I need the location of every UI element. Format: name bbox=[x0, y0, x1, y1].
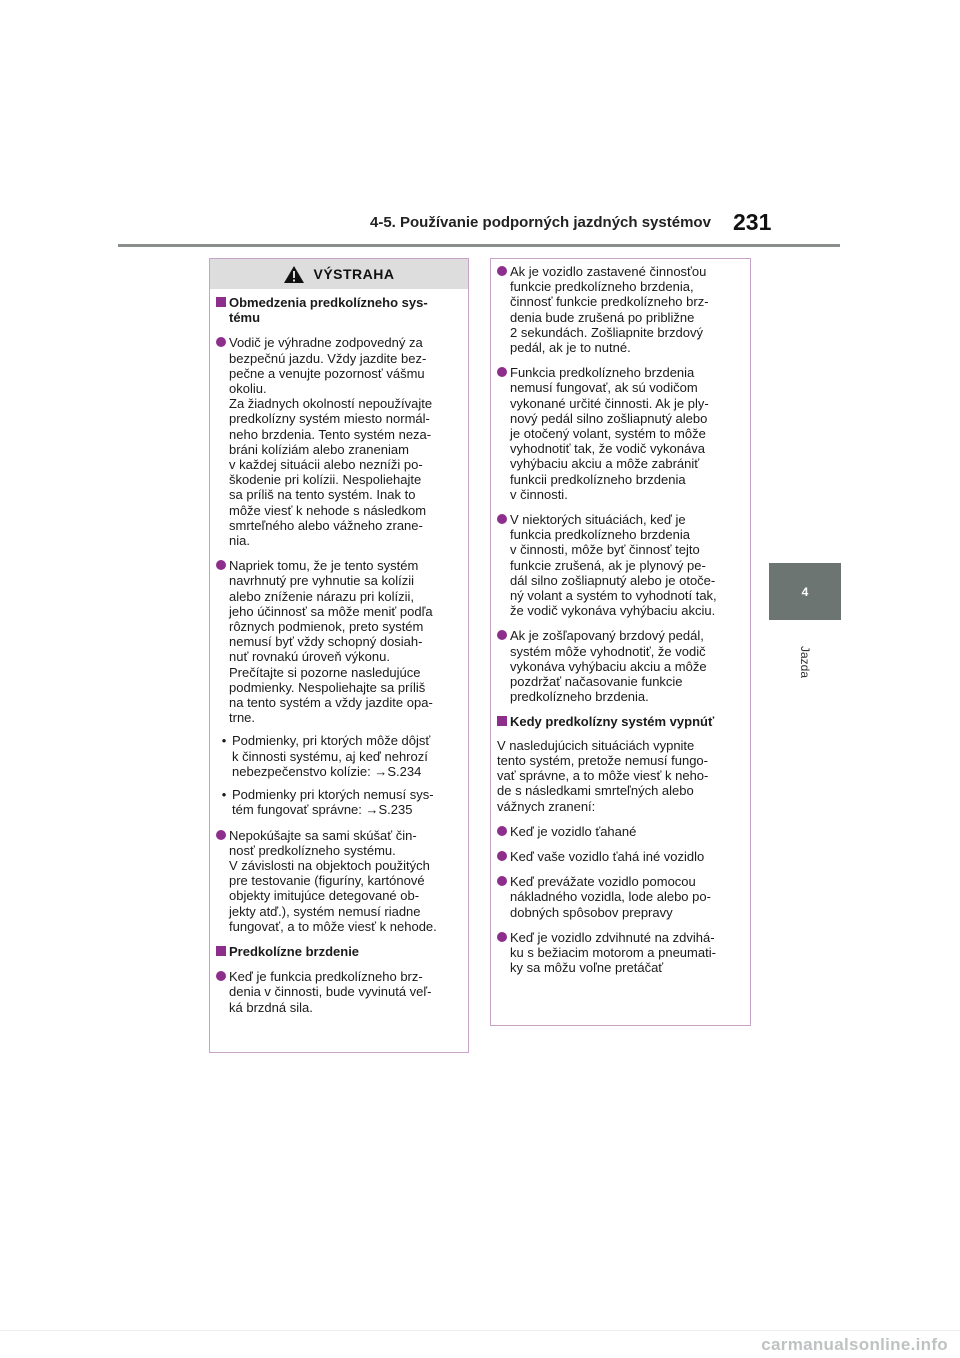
circle-bullet-icon bbox=[497, 851, 507, 861]
section-heading bbox=[216, 295, 463, 325]
circle-bullet-icon bbox=[497, 514, 507, 524]
circle-bullet-icon bbox=[497, 932, 507, 942]
warning-header bbox=[210, 259, 468, 289]
list-item-text: V niektorých situáciách, keď je funkcia predkolízneho brzdenia v činnosti, môže byť činnosť tejto funkcie zrušená, ak je plynový pe- dál silno zošliapnutý alebo je otoče- ný volant a systém to vyhodnotí tak, že vodič vykonáva vyhýbaciu akciu. bbox=[510, 512, 717, 619]
header-rule bbox=[118, 244, 840, 247]
list-item bbox=[216, 828, 463, 934]
list-item bbox=[497, 824, 745, 839]
list-item-text: Nepokúšajte sa sami skúšať čin- nosť predkolízneho systému. V závislosti na objektoch použitých pre testovanie (figuríny, kartónové objekty imitujúce detegované ob- jekty atď.), systém nemusí riadne fungovať, a to môže viesť k nehode. bbox=[229, 827, 437, 934]
chapter-number: 4 bbox=[801, 584, 809, 599]
list-item bbox=[216, 558, 463, 725]
list-item-text: Keď prevážate vozidlo pomocou nákladného vozidla, lode alebo po- dobných spôsobov prepravy bbox=[510, 874, 711, 920]
heading-text: Obmedzenia predkolízneho sys- tému bbox=[229, 295, 428, 326]
circle-bullet-icon bbox=[216, 971, 226, 981]
section-heading bbox=[497, 714, 745, 729]
circle-bullet-icon bbox=[216, 560, 226, 570]
square-bullet-icon bbox=[497, 716, 507, 726]
circle-bullet-icon bbox=[497, 630, 507, 640]
chapter-label: Jazda bbox=[798, 645, 812, 679]
list-item-text: Funkcia predkolízneho brzdenia nemusí fungovať, ak sú vodičom vykonané určité činnosti. Ak je ply- nový pedál silno zošliapnutý alebo je otočený volant, systém to môže vyhodnotiť tak, že vodič vykonáva vyhýbaciu akciu a môže zabrániť funkcii predkolízneho brzdenia v činnosti. bbox=[510, 365, 709, 502]
warning-box-continued bbox=[490, 258, 751, 1026]
list-item-text: Keď je vozidlo ťahané bbox=[510, 823, 637, 839]
list-item-text: Keď je vozidlo zdvihnuté na zdvihá- ku s bežiacim motorom a pneumati- ky sa môžu voľne pretáčať bbox=[510, 929, 716, 976]
watermark-rule bbox=[0, 1330, 960, 1331]
list-item bbox=[497, 365, 745, 502]
sub-list-item bbox=[216, 787, 463, 817]
list-item-text: Ak je vozidlo zastavené činnosťou funkcie predkolízneho brzdenia, činnosť funkcie predkolízneho brz- denia bude zrušená po približne 2 sekundách. Zošliapnite brzdový pedál, ak je to nutné. bbox=[510, 264, 709, 356]
list-item-text: Keď vaše vozidlo ťahá iné vozidlo bbox=[510, 848, 705, 864]
dot-bullet: • bbox=[221, 787, 227, 803]
sub-list-item bbox=[216, 733, 463, 779]
paragraph: V nasledujúcich situáciách vypnite tento systém, pretože nemusí fungo- vať správne, a to môže viesť k neho- de s následkami smrteľných alebo vážnych zranení: bbox=[497, 737, 709, 814]
circle-bullet-icon bbox=[497, 266, 507, 276]
circle-bullet-icon bbox=[497, 367, 507, 377]
heading-text: Kedy predkolízny systém vypnúť bbox=[510, 714, 715, 730]
warning-box bbox=[209, 258, 469, 1053]
section-heading bbox=[216, 944, 463, 959]
sub-list-item-text: Podmienky, pri ktorých môže dôjsť k činnosti systému, aj keď nehrozí nebezpečenstvo kolízie: →S.234 bbox=[232, 733, 431, 779]
circle-bullet-icon bbox=[497, 876, 507, 886]
square-bullet-icon bbox=[216, 297, 226, 307]
warning-triangle-icon bbox=[283, 265, 305, 284]
list-item bbox=[216, 335, 463, 548]
list-item bbox=[216, 969, 463, 1015]
list-item-text: Vodič je výhradne zodpovedný za bezpečnú jazdu. Vždy jazdite bez- pečne a venujte pozornosť vášmu okoliu. Za žiadnych okolností nepoužívajte predkolízny systém miesto normál- neho brzdenia. Tento systém neza- bráni kolíziám alebo zraneniam v každej situácii alebo nezníži po- škodenie pri kolízii. Nespoliehajte sa príliš na tento systém. Inak to môže viesť k nehode s následkom smrteľného alebo vážneho zrane- nia. bbox=[229, 335, 433, 549]
list-item bbox=[497, 512, 745, 618]
sub-list-item-text: Podmienky pri ktorých nemusí sys- tém fungovať správne: →S.235 bbox=[232, 787, 434, 818]
circle-bullet-icon bbox=[216, 337, 226, 347]
square-bullet-icon bbox=[216, 946, 226, 956]
section-title: 4-5. Používanie podporných jazdných systémov bbox=[370, 214, 711, 231]
list-item bbox=[497, 264, 745, 355]
list-item-text: Napriek tomu, že je tento systém navrhnutý pre vyhnutie sa kolízii alebo zníženie nárazu pri kolízii, jeho účinnosť sa môže meniť podľa rôznych podmienok, preto systém nemusí byť vždy schopný dosiah- nuť rovnakú úroveň výkonu. Prečítajte si pozorne nasledujúce podmienky. Nespoliehajte sa príliš na tento systém a vždy jazdite opa- trne. bbox=[229, 558, 433, 726]
list-item bbox=[497, 874, 745, 920]
list-item-text: Ak je zošľapovaný brzdový pedál, systém môže vyhodnotiť, že vodič vykonáva vyhýbaciu akciu a môže pozdržať načasovanie funkcie predkolízneho brzdenia. bbox=[510, 628, 707, 705]
circle-bullet-icon bbox=[497, 826, 507, 836]
list-item-text: Keď je funkcia predkolízneho brz- denia v činnosti, bude vyvinutá veľ- ká brzdná sila. bbox=[229, 969, 432, 1015]
list-item bbox=[497, 930, 745, 976]
dot-bullet: • bbox=[221, 733, 227, 749]
list-item bbox=[497, 628, 745, 704]
chapter-tab[interactable] bbox=[769, 563, 841, 620]
page-number: 231 bbox=[733, 209, 772, 235]
list-item bbox=[497, 849, 745, 864]
heading-text: Predkolízne brzdenie bbox=[229, 943, 360, 959]
warning-title: VÝSTRAHA bbox=[313, 266, 395, 282]
circle-bullet-icon bbox=[216, 830, 226, 840]
watermark: carmanualsonline.info bbox=[761, 1335, 948, 1354]
